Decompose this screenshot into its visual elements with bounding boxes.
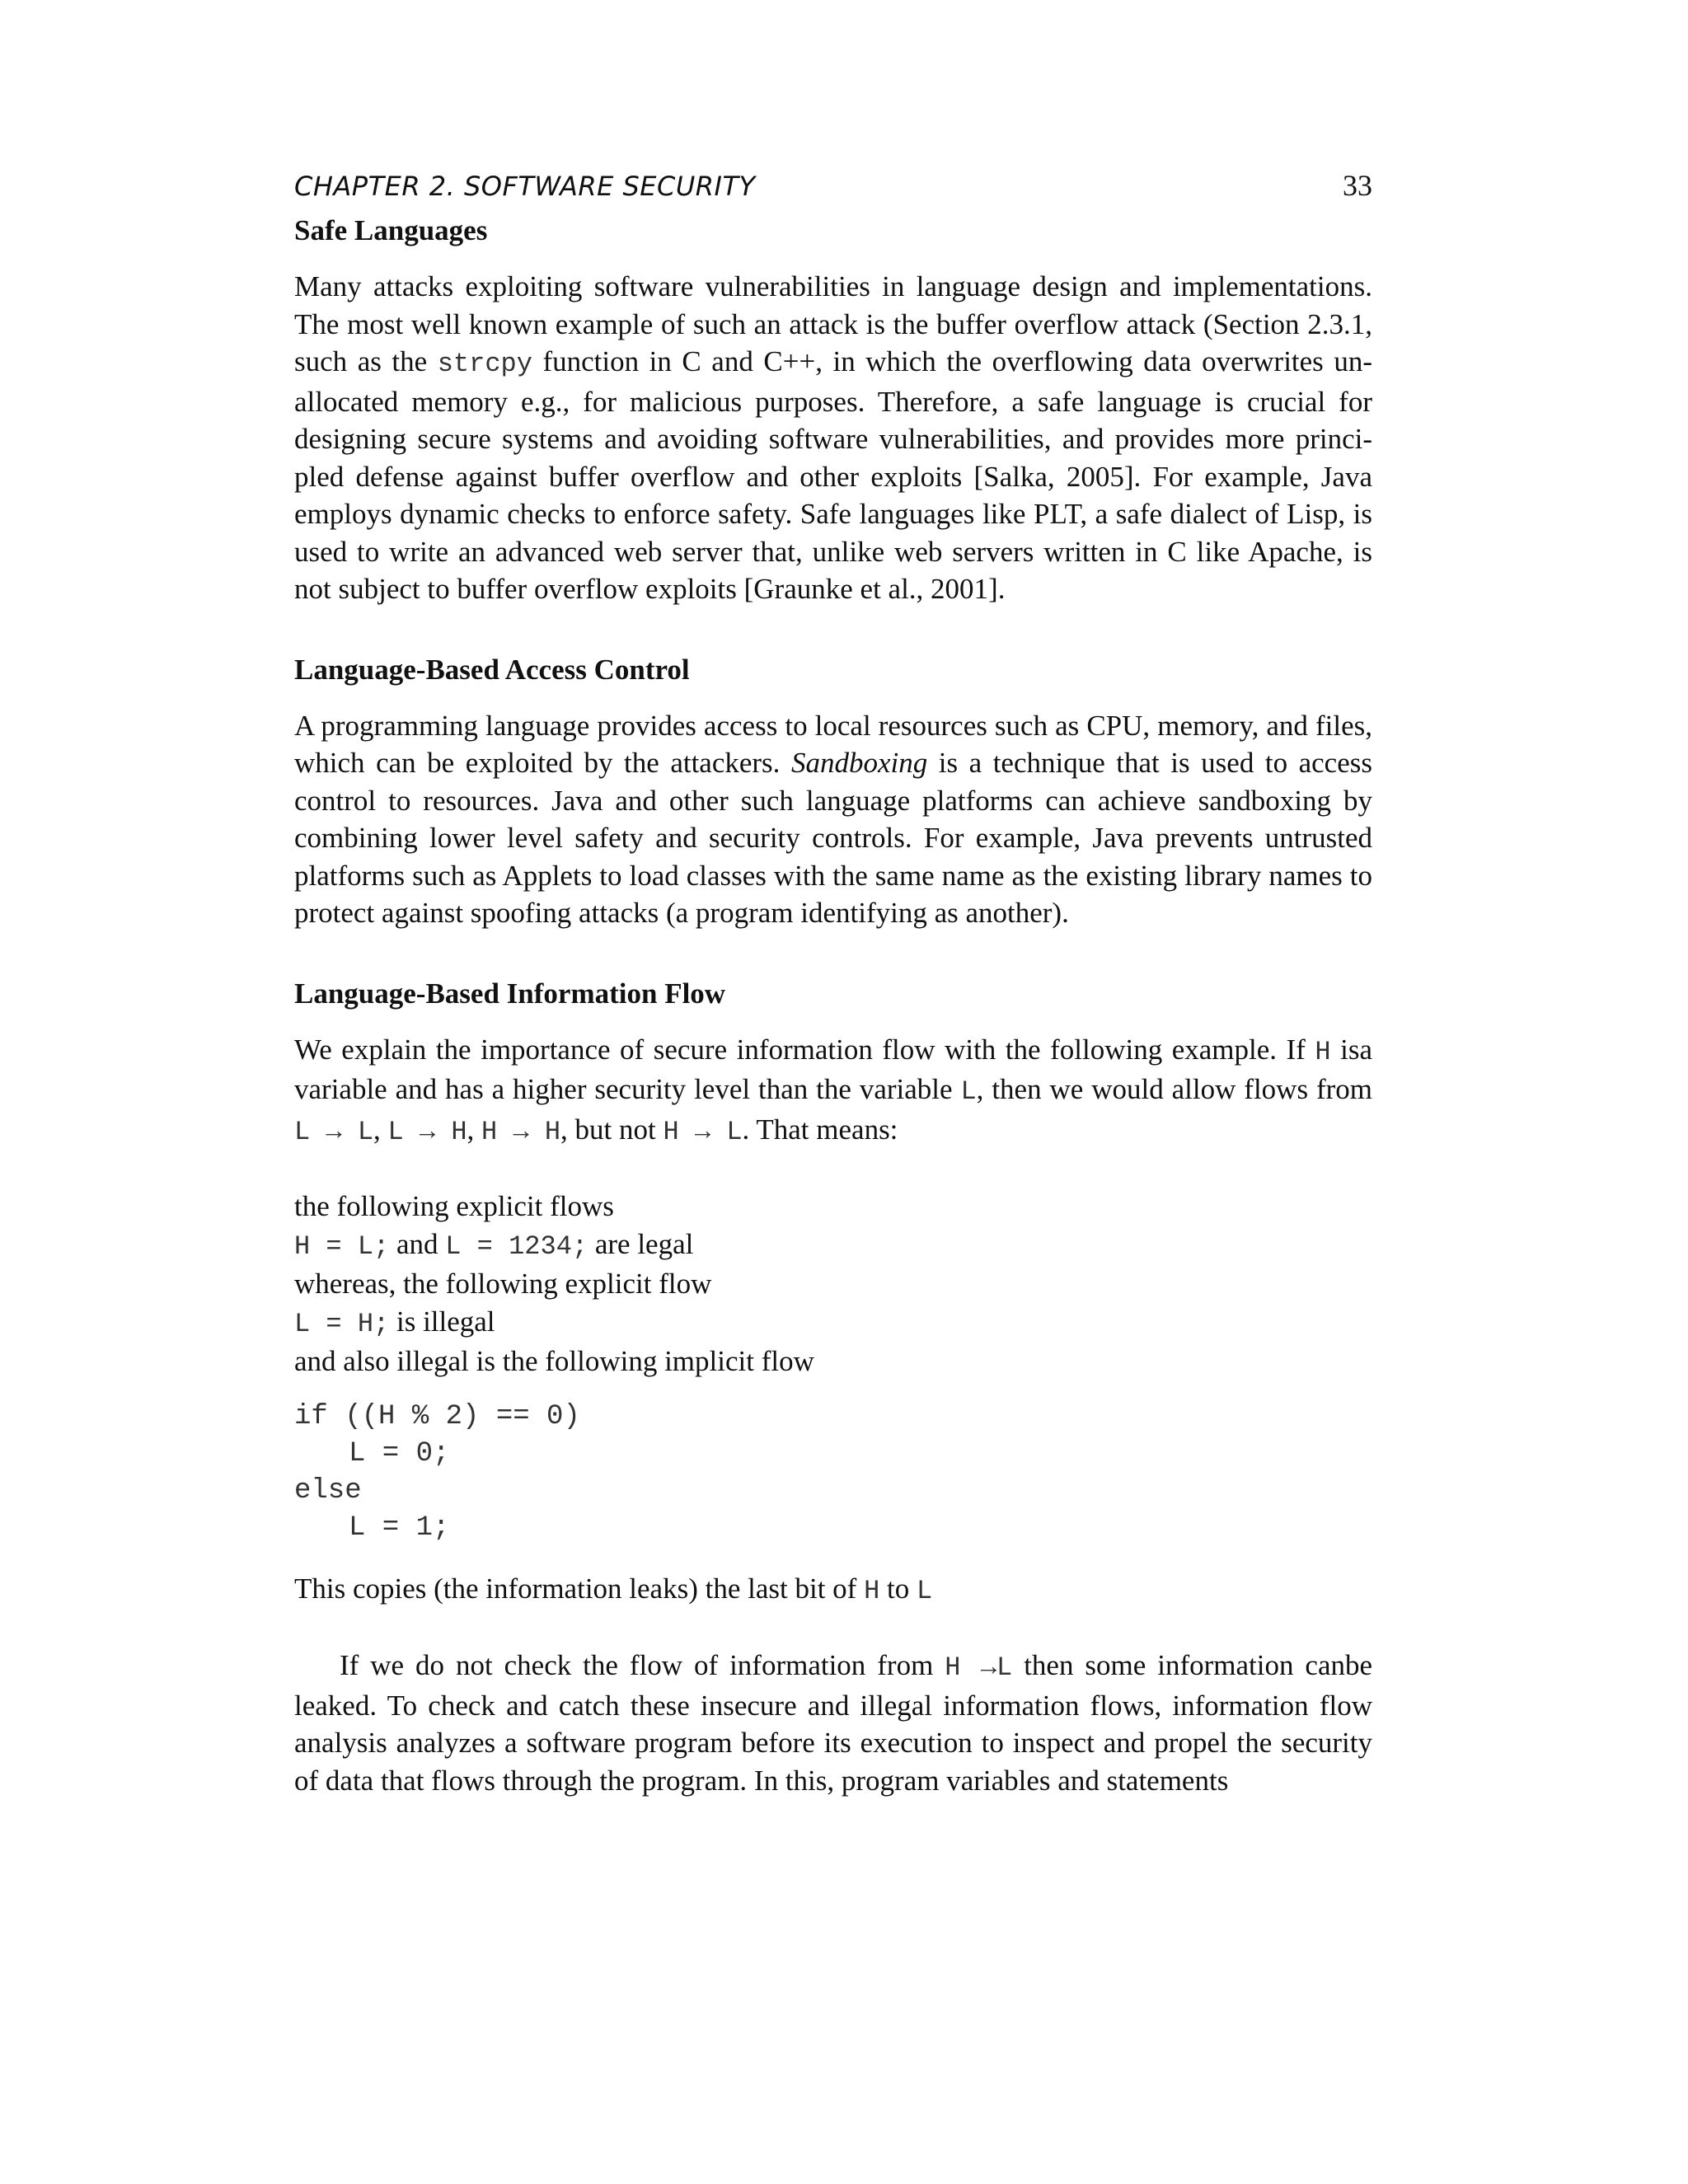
text-line [294,1226,1372,1266]
section-heading: Language-Based Access Control [294,653,690,686]
paragraph [294,1647,1372,1799]
text-run: This copies (the information leaks) the last bit of [294,1572,865,1605]
paragraph [294,1031,1372,1151]
code-line: L = 0; [349,1437,450,1469]
section-information-flow [294,975,1372,1800]
text-run: , [373,1113,388,1146]
text-run: We explain the importance of secure information flow with the following example. If [294,1033,1315,1066]
text-run: and [389,1227,446,1260]
text-run: is illegal [389,1305,495,1338]
text-line: and also illegal is the following implicit flow [294,1345,814,1377]
text-run: If we do not check the flow of information from [340,1649,945,1681]
code-line: else [294,1474,362,1507]
emphasis-term: Sandboxing [790,747,928,779]
flow-examples [294,1188,1372,1380]
text-run: , but not [560,1113,663,1146]
document-page [294,165,1372,1799]
inline-code: L = H; [294,1308,390,1339]
inline-code: H [1315,1036,1331,1067]
paragraph [294,268,1372,608]
code-line: if ((H % 2) == 0) [294,1400,580,1432]
text-run: A programming language provides access to local resources such as CPU, memory, and files, which can be exploited by the attackers. [294,709,1372,779]
paragraph [294,1570,1372,1610]
running-header [294,165,1372,207]
text-line: the following explicit flows [294,1190,614,1222]
text-run: are legal [588,1227,694,1260]
page-number: 33 [1343,169,1372,202]
spacer [294,1610,1372,1647]
paragraph [294,707,1372,932]
section-heading: Language-Based Information Flow [294,977,726,1010]
chapter-title: CHAPTER 2. SOFTWARE SECURITY [294,171,756,202]
inline-code: L → L [294,1116,374,1147]
inline-code: L → H [387,1116,467,1147]
text-line [294,1303,1372,1343]
spacer [294,1151,1372,1188]
text-run: Many attacks exploiting software vulnerabilities in language design and implementations. The most well known example of such an attack is the buffer overflow attack (Section 2.3.1, such as the [294,270,1372,377]
text-run: then some information canbe leaked. To check and catch these insecure and illegal information flows, information flow analysis analyzes a software program before its execution to inspect and propel the security of data that flows through the program. In this, program variables and statements [294,1649,1373,1797]
code-line: L = 1; [349,1511,450,1544]
text-run: isa variable and has a higher security level than the variable [294,1033,1372,1105]
inline-code: L [960,1076,977,1107]
inline-code: H → H [481,1116,561,1147]
inline-code: H [864,1575,880,1606]
text-run: , [467,1113,482,1146]
section-heading: Safe Languages [294,214,488,246]
text-run: to [879,1572,917,1605]
text-run: . That means: [742,1113,898,1146]
inline-code: L [917,1575,933,1606]
text-run: function in C and C++, in which the overflowing data overwrites un-allocated memory e.g., for malicious purposes. Therefore, a safe language is crucial for designing secure systems and avoiding software vulnerabilities, and provides more princi-pled defense against buffer overflow and other exploits [Salka, 2005]. For example, Java employs dynamic checks to enforce safety. Safe languages like PLT, a safe dialect of Lisp, is used to write an advanced web server that, unlike web servers written in C like Apache, is not subject to buffer overflow exploits [Graunke et al., 2001]. [294,345,1372,605]
inline-code: H →L [945,1652,1013,1683]
text-line: whereas, the following explicit flow [294,1268,712,1300]
code-block [294,1399,1372,1547]
inline-code: H → L [663,1116,743,1147]
section-access-control [294,651,1372,932]
inline-code: L = 1234; [445,1230,588,1262]
text-run: is a technique that is used to access control to resources. Java and other such language platforms can achieve sandboxing by combining lower level safety and security controls. For example, Java prevents untrusted platforms such as Applets to load classes with the same name as the existing library names to protect against spoofing attacks (a program identifying as another). [294,747,1372,929]
text-run: , then we would allow flows from [976,1073,1373,1105]
inline-code: strcpy [437,349,532,379]
section-safe-languages [294,212,1372,608]
inline-code: H = L; [294,1230,390,1262]
